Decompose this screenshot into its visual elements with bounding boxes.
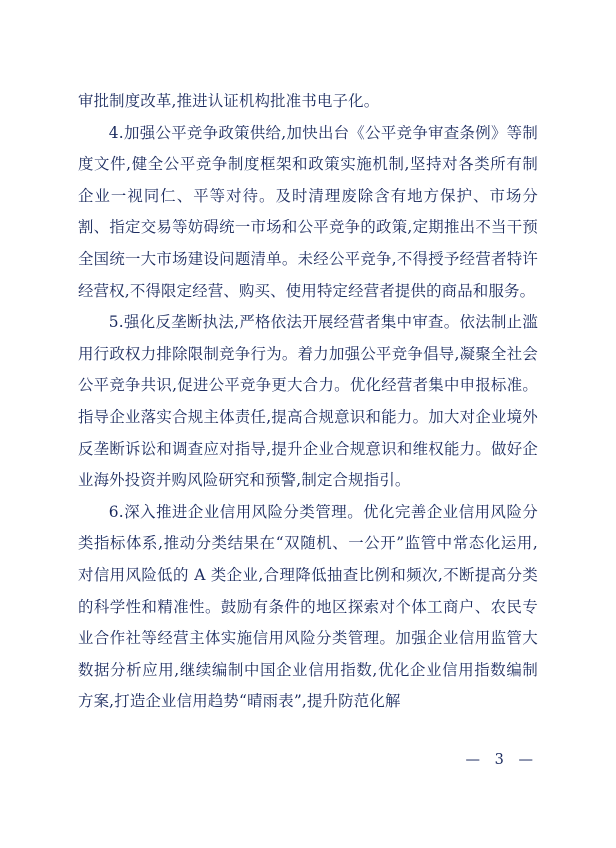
paragraph-item-5: 5.强化反垄断执法,严格依法开展经营者集中审查。依法制止滥用行政权力排除限制竞争行为。着力加强公平竞争倡导,凝聚全社会公平竞争共识,促进公平竞争更大合力。优化经营者集中申报标准。指导企业落实合规主体责任,提高合规意识和能力。加大对企业境外反垄断诉讼和调查应对指导,提升企业合规意识和维权能力。做好企业海外投资并购风险研究和预警,制定合规指引。	[78, 313, 538, 490]
paragraph-continuation: 审批制度改革,推进认证机构批准书电子化。	[78, 92, 380, 110]
document-body	[78, 86, 538, 718]
footer-dash-left: —	[465, 752, 484, 768]
paragraph-item-4: 4.加强公平竞争政策供给,加快出台《公平竞争审查条例》等制度文件,健全公平竞争制度框架和政策实施机制,坚持对各类所有制企业一视同仁、平等对待。及时清理废除含有地方保护、市场分割、指定交易等妨碍统一市场和公平竞争的政策,定期推出不当干预全国统一大市场建设问题清单。未经公平竞争,不得授予经营者特许经营权,不得限定经营、购买、使用特定经营者提供的商品和服务。	[78, 123, 538, 300]
footer-dash-right: —	[518, 752, 536, 768]
page-footer	[78, 752, 538, 768]
paragraph-item-6: 6.深入推进企业信用风险分类管理。优化完善企业信用风险分类指标体系,推动分类结果在“双随机、一公开”监管中常态化运用,对信用风险低的 A 类企业,合理降低抽查比例和频次,不断提高分类的科学性和精准性。鼓励有条件的地区探索对个体工商户、农民专业合作社等经营主体实施信用风险分类管理。加强企业信用监管大数据分析应用,继续编制中国企业信用指数,优化企业信用指数编制方案,打造企业信用趋势“晴雨表”,提升防范化解	[78, 502, 538, 711]
page-number: 3	[494, 752, 507, 768]
